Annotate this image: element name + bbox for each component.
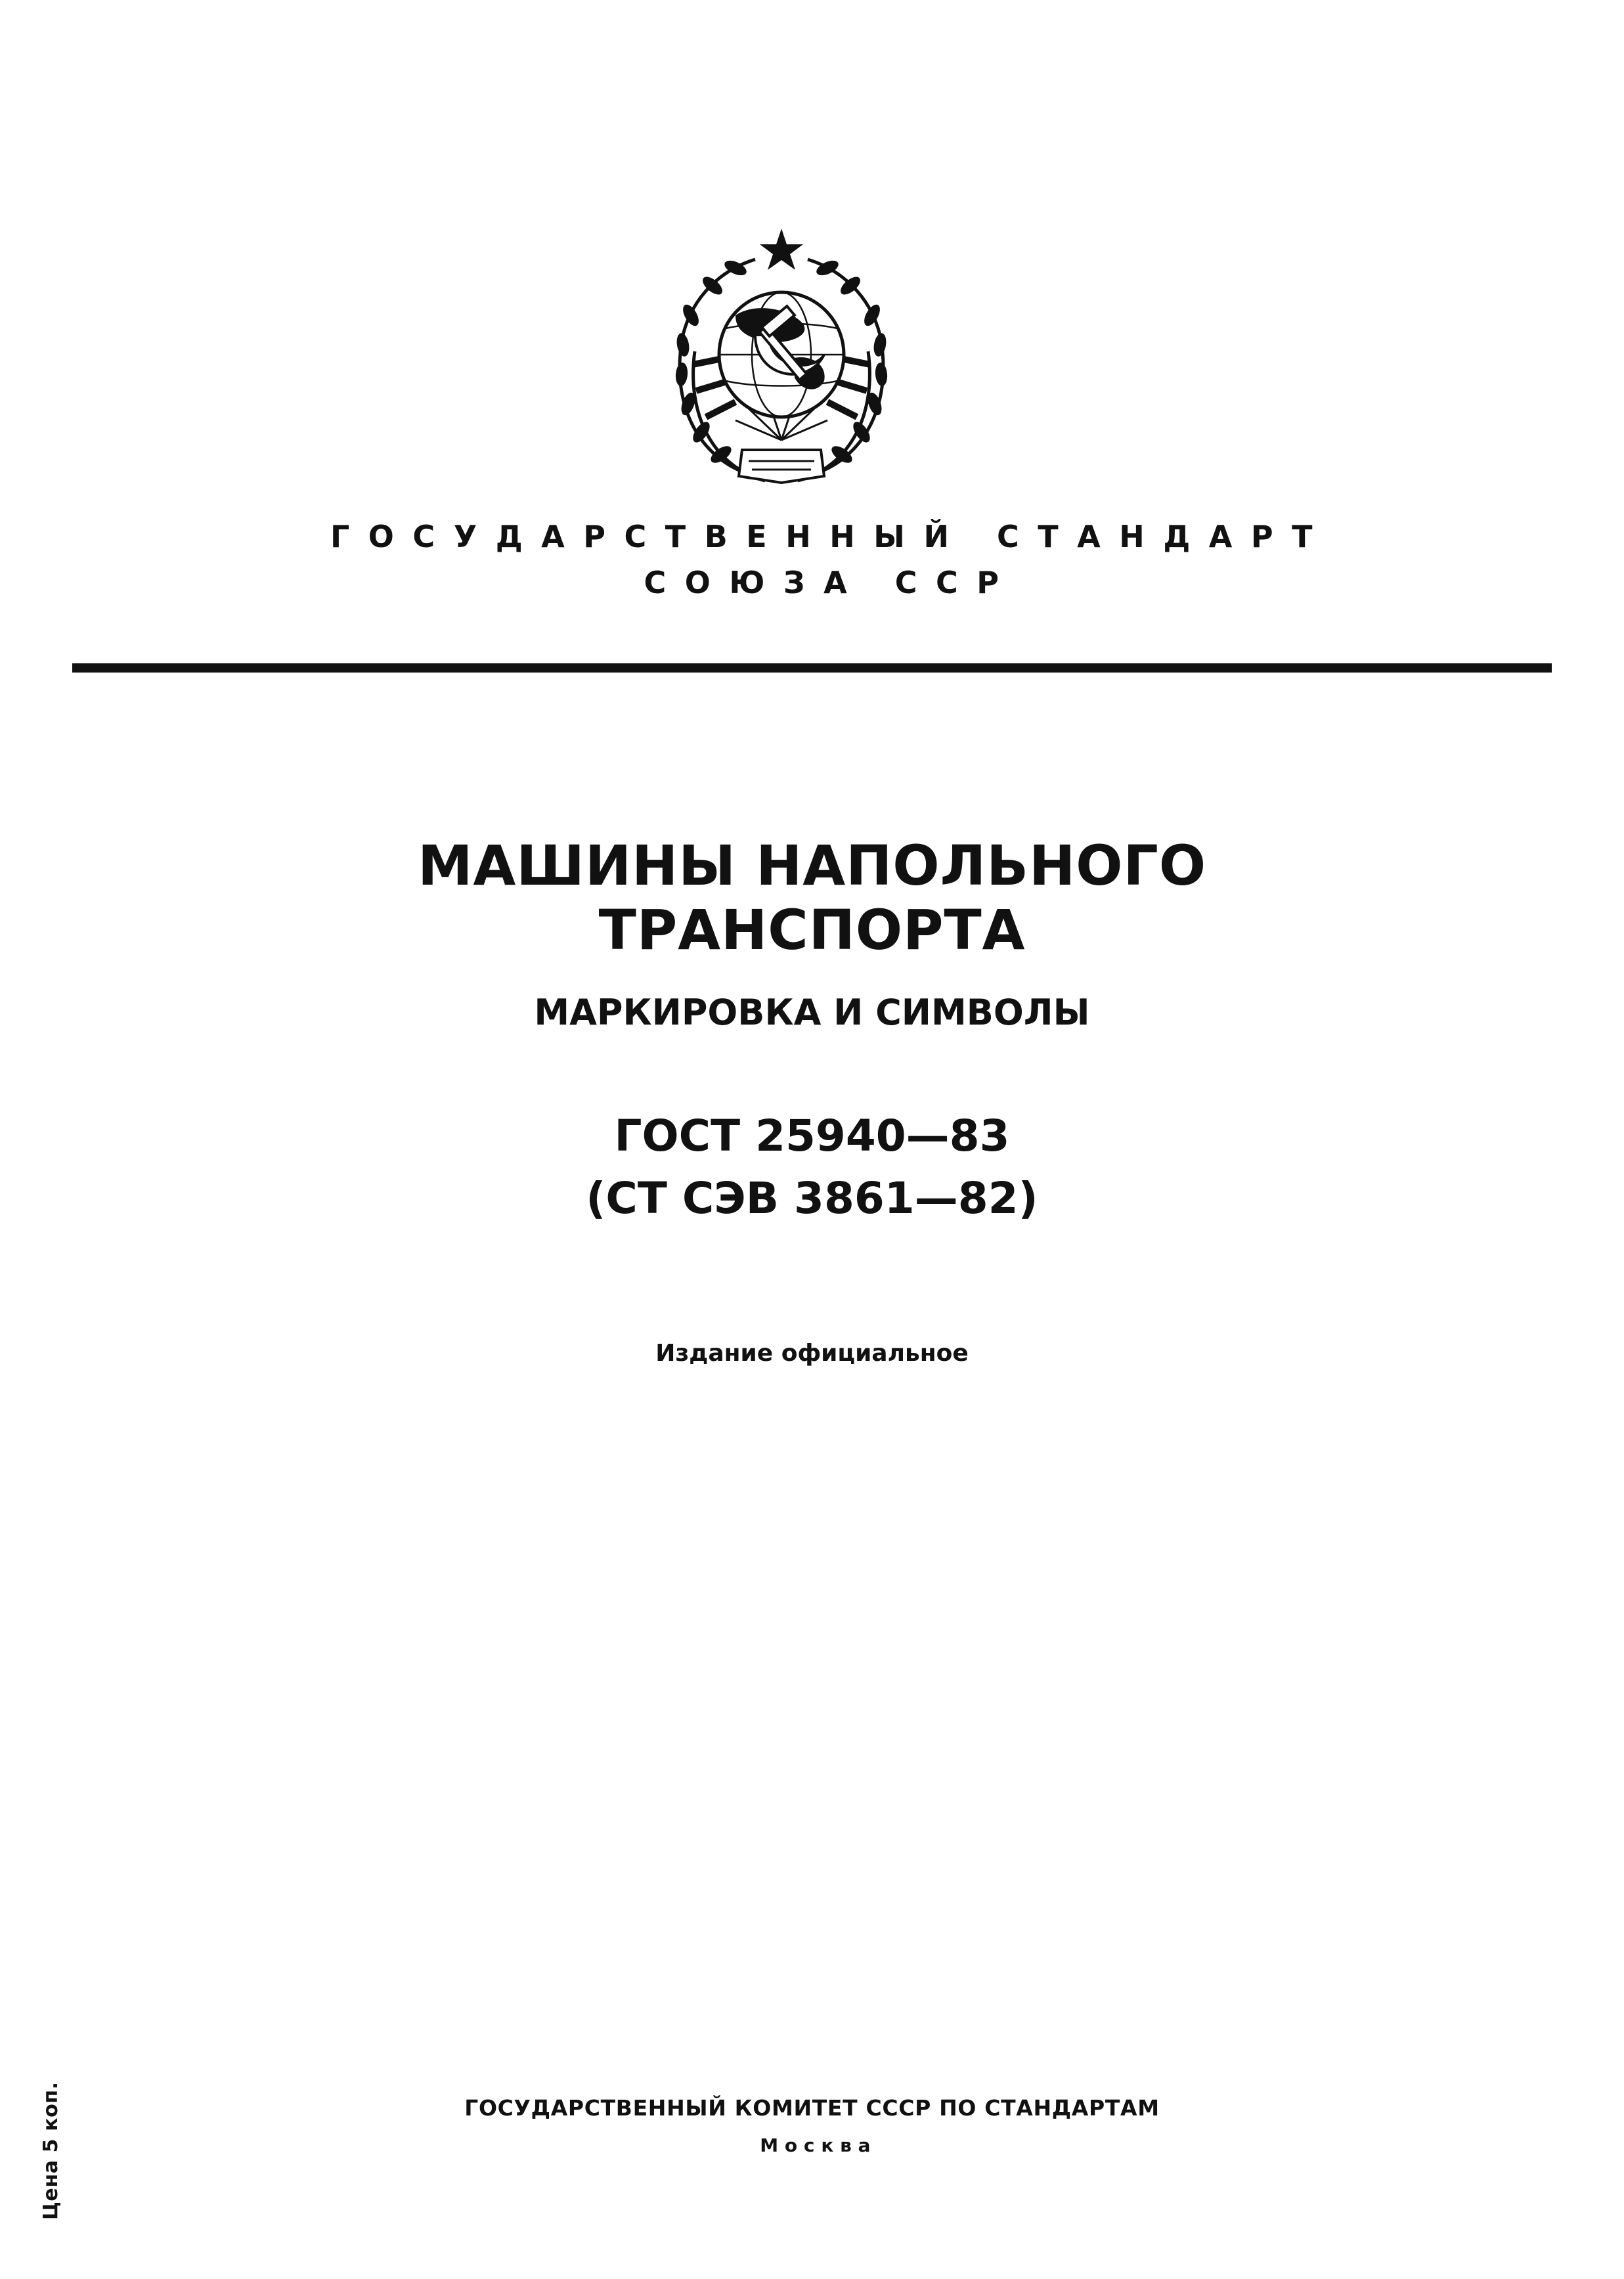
price-text: Цена 5 коп. [39,2081,62,2220]
publisher-name: ГОСУДАРСТВЕННЫЙ КОМИТЕТ СССР ПО СТАНДАРТАМ [464,2095,1160,2121]
org-name-line2: СОЮЗА ССР [644,565,1018,600]
publisher-city: Москва [760,2135,877,2156]
document-title-line1: МАШИНЫ НАПОЛЬНОГО [418,833,1206,898]
document-title-line2: ТРАНСПОРТА [598,898,1026,962]
ribbon-banner-icon [739,450,824,483]
header-rule [72,663,1552,673]
edition-note: Издание официальное [655,1340,969,1367]
org-name-line1: ГОСУДАРСТВЕННЫЙ СТАНДАРТ [330,519,1332,554]
ussr-state-emblem-icon [657,223,906,499]
standard-equivalent-code: (СТ СЭВ 3861—82) [586,1173,1038,1224]
star-icon [760,229,803,270]
document-subtitle: МАРКИРОВКА И СИМВОЛЫ [534,992,1090,1033]
standard-code: ГОСТ 25940—83 [614,1111,1010,1161]
